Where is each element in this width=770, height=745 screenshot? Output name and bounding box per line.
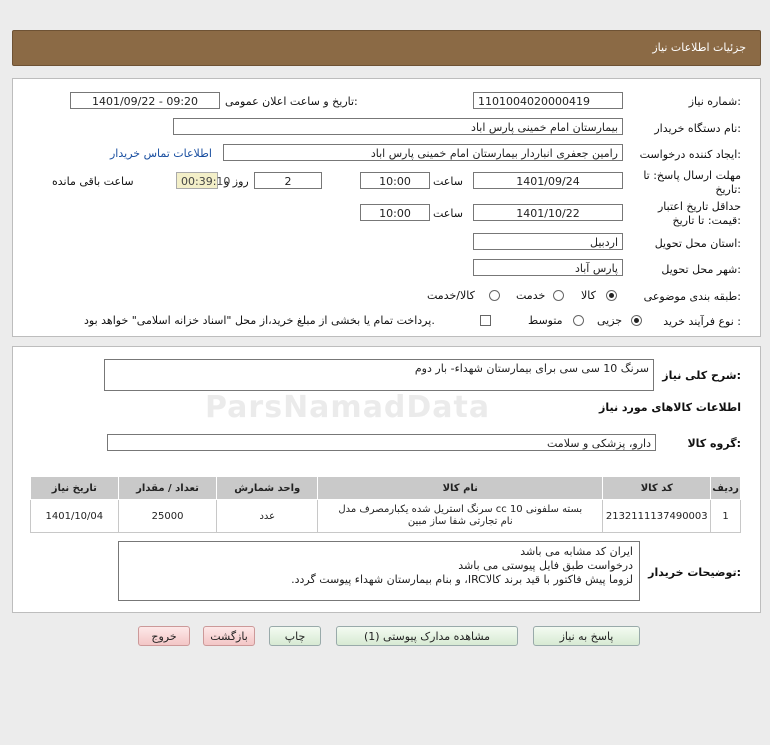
category-goods-service-radio[interactable]	[489, 290, 500, 301]
treasury-payment-checkbox[interactable]	[480, 315, 491, 326]
creator-field: رامین جعفری انباردار بیمارستان امام خمینی پارس اباد	[223, 144, 623, 161]
creator-label: ایجاد کننده درخواست:	[639, 148, 741, 161]
deadline-date-field: 1401/09/24	[473, 172, 623, 189]
col-qty: تعداد / مقدار	[118, 477, 217, 500]
buyer-org-label: نام دستگاه خریدار:	[654, 122, 741, 135]
cell-qty: 25000	[118, 500, 217, 533]
process-medium-radio[interactable]	[573, 315, 584, 326]
col-row: ردیف	[711, 477, 741, 500]
days-label: روز و	[224, 175, 249, 188]
validity-label: حداقل تاریخ اعتبار	[657, 200, 741, 213]
need-number-field: 1101004020000419	[473, 92, 623, 109]
summary-field: سرنگ 10 سی سی برای بیمارستان شهداء- بار دوم	[104, 359, 654, 391]
validity-date-field: 1401/10/22	[473, 204, 623, 221]
goods-group-label: گروه کالا:	[687, 437, 741, 450]
province-label: استان محل تحویل:	[654, 237, 741, 250]
goods-group-field: دارو، پزشکی و سلامت	[107, 434, 656, 451]
back-button[interactable]: بازگشت	[203, 626, 255, 646]
city-label: شهر محل تحویل:	[661, 263, 741, 276]
cell-row: 1	[711, 500, 741, 533]
validity-hour-label: ساعت	[433, 207, 463, 220]
page-title: جزئیات اطلاعات نیاز	[652, 41, 746, 54]
category-goods-service-label: کالا/خدمت	[427, 289, 475, 302]
process-partial-radio[interactable]	[631, 315, 642, 326]
page-header	[12, 30, 761, 66]
cell-name	[318, 500, 603, 533]
cell-name-line1: سرنگ استریل شده یکبارمصرف مدل cc 10 بسته سلفونی	[338, 504, 583, 515]
deadline-hour-label: ساعت	[433, 175, 463, 188]
buyer-notes-field	[118, 541, 640, 601]
city-field: پارس آباد	[473, 259, 623, 276]
summary-label: شرح کلی نیاز:	[662, 369, 741, 382]
category-service-label: خدمت	[516, 289, 546, 302]
col-code: کد کالا	[603, 477, 711, 500]
buyer-notes-line2: درخواست طبق فایل پیوستی می باشد	[458, 559, 633, 572]
buyer-contact-link[interactable]: اطلاعات تماس خریدار	[110, 147, 212, 160]
goods-table	[30, 476, 741, 533]
deadline-label-date: تاریخ:	[715, 183, 741, 196]
process-label: نوع فرآیند خرید :	[663, 315, 741, 328]
validity-label-date: قیمت: تا تاریخ:	[672, 214, 741, 227]
goods-info-title: اطلاعات کالاهای مورد نیاز	[599, 401, 741, 414]
cell-code: 2132111137490003	[603, 500, 711, 533]
treasury-payment-note: پرداخت تمام یا بخشی از مبلغ خرید،از محل "اسناد خزانه اسلامی" خواهد بود.	[84, 314, 435, 327]
buyer-org-field: بیمارستان امام خمینی پارس اباد	[173, 118, 623, 135]
buyer-notes-line1: ایران کد مشابه می باشد	[520, 545, 633, 558]
col-unit: واحد شمارش	[217, 477, 318, 500]
category-label: طبقه بندی موضوعی:	[643, 290, 741, 303]
col-date: تاریخ نیاز	[31, 477, 119, 500]
col-name: نام کالا	[318, 477, 603, 500]
remaining-label: ساعت باقی مانده	[52, 175, 134, 188]
cell-name-line2: نام تجارتی شفا ساز مبین	[407, 516, 513, 527]
deadline-time-field: 10:00	[360, 172, 430, 189]
category-goods-label: کالا	[581, 289, 596, 302]
print-button[interactable]: چاپ	[269, 626, 321, 646]
category-goods-radio[interactable]	[606, 290, 617, 301]
need-number-label: شماره نیاز:	[688, 95, 741, 108]
deadline-label: مهلت ارسال پاسخ: تا	[643, 169, 741, 182]
province-field: اردبیل	[473, 233, 623, 250]
watermark: ParsNamadData	[205, 390, 491, 425]
announce-field: 1401/09/22 - 09:20	[70, 92, 220, 109]
exit-button[interactable]: خروج	[138, 626, 190, 646]
validity-time-field: 10:00	[360, 204, 430, 221]
cell-unit: عدد	[217, 500, 318, 533]
buyer-notes-label: توضیحات خریدار:	[648, 566, 741, 579]
table-row	[31, 500, 741, 533]
remaining-time-field: 00:39:10	[176, 172, 218, 189]
process-partial-label: جزیی	[597, 314, 623, 327]
view-attachments-button[interactable]: مشاهده مدارک پیوستی (1)	[336, 626, 518, 646]
days-field: 2	[254, 172, 322, 189]
category-service-radio[interactable]	[553, 290, 564, 301]
buyer-notes-line3: لزوما پیش فاکتور با قید برند کالاIRC، و بنام بیمارستان شهداء پیوست گردد.	[291, 573, 633, 586]
process-medium-label: متوسط	[528, 314, 563, 327]
announce-label: تاریخ و ساعت اعلان عمومی:	[225, 95, 358, 108]
reply-button[interactable]: پاسخ به نیاز	[533, 626, 640, 646]
cell-date: 1401/10/04	[31, 500, 119, 533]
